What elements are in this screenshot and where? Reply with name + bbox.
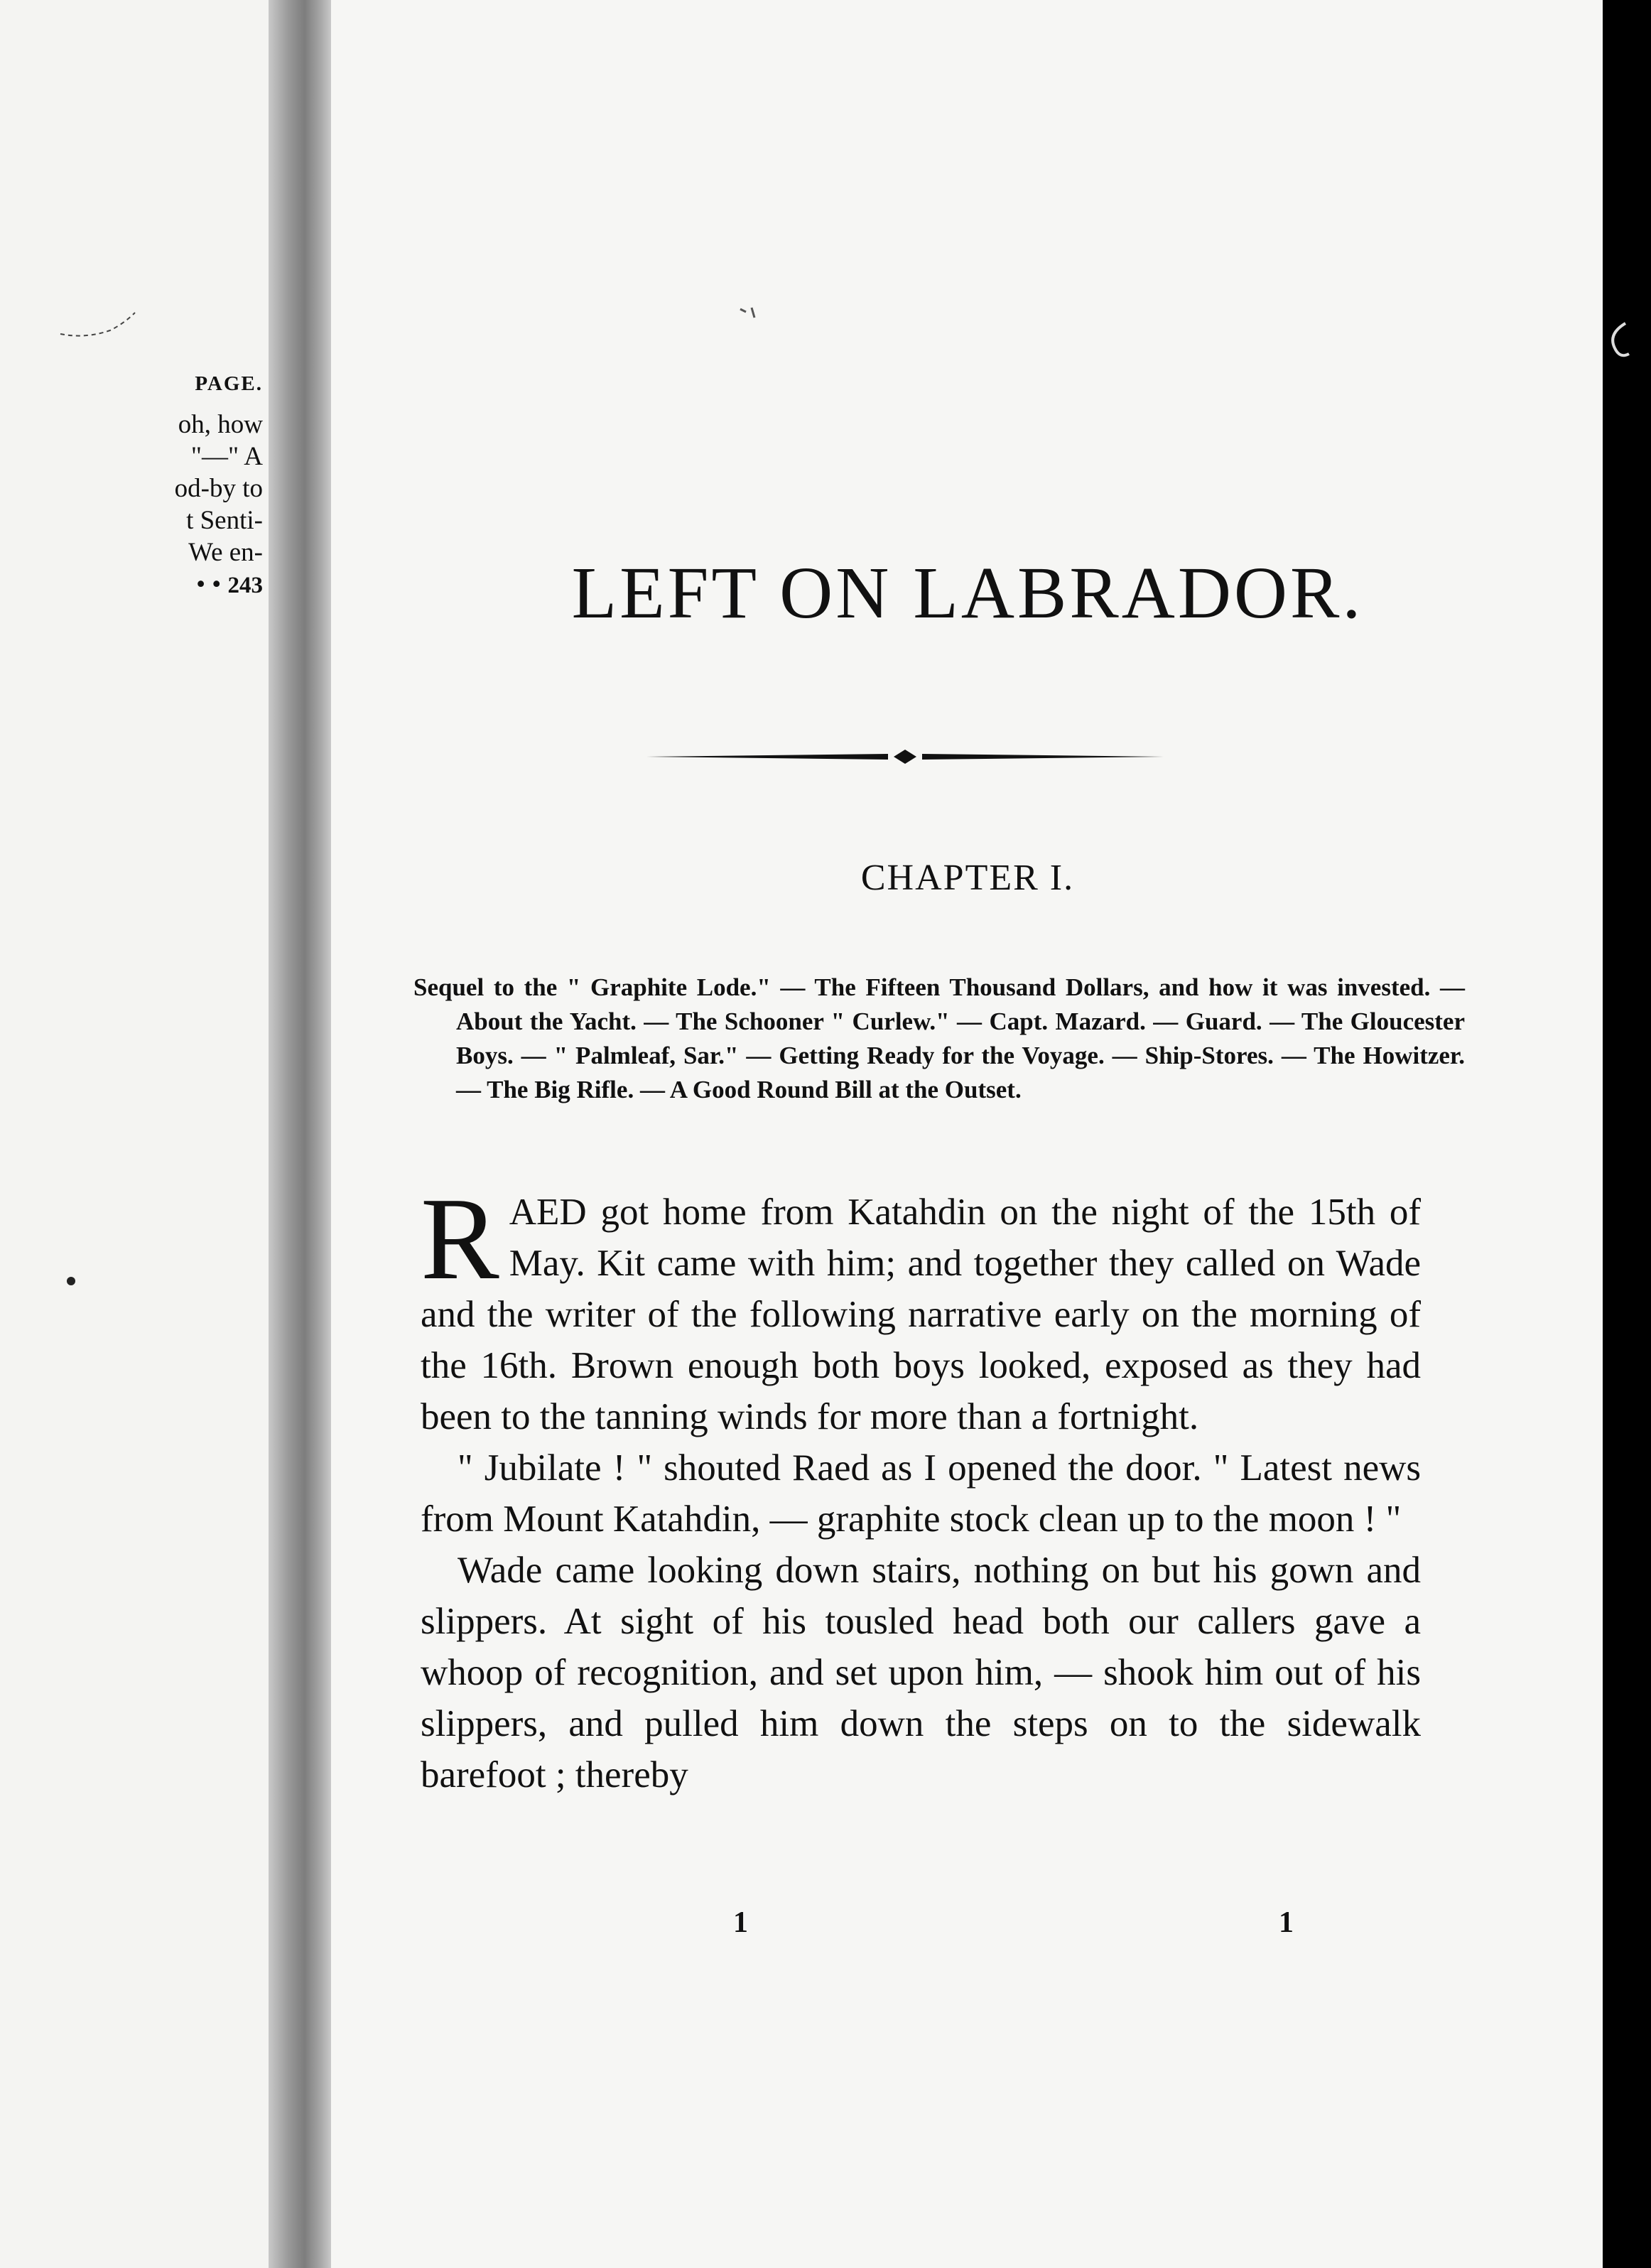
contents-line: "—" A [190,442,263,471]
paragraph-text: AED got home from Katahdin on the night of the 15th of May. Kit came with him; and together they called on Wade and the writer of the following narrative early on the morning of the 16th. Brown enough both boys looked, exposed as they had been to the tanning winds for more than a fortnight. [421,1192,1421,1437]
chapter-heading: CHAPTER I. [860,858,1075,898]
drop-cap: R [421,1173,499,1304]
paragraph: Wade came looking down stairs, nothing on but his gown and slippers. At sight of his tousled head both our callers gave a whoop of recognition, and set upon him, — shook him out of his slippers, and pulled him down the steps on to the sidewalk barefoot ; thereby [421,1550,1421,1796]
book-gutter [269,0,334,2268]
chapter-synopsis: Sequel to the " Graphite Lode." — The Fifteen Thousand Dollars, and how it was invested. — About the Yacht. — The Schooner " Curlew." — Capt. Mazard. — Guard. — The Gloucester Boys. — " Palmleaf, Sar." — Getting Ready for the Voyage. — Ship-Stores. — The Howitzer. — The Big Rifle. — A Good Round Bill at the Outset. [413,973,1465,1103]
facing-page [0,0,274,2268]
book-page [331,0,1604,2268]
ink-dot [65,1275,77,1287]
ink-mark [1604,320,1633,362]
ornamental-rule [646,746,1164,767]
paragraph [421,1173,1421,1442]
contents-line: We en- [188,538,263,567]
contents-line: od-by to [174,474,263,503]
contents-page-header: PAGE. [195,372,263,395]
page-number: 1 [1279,1906,1294,1939]
contents-line: t Senti- [186,506,263,535]
leader-dots: • • [196,570,222,599]
paragraph: " Jubilate ! " shouted Raed as I opened the door. " Latest news from Mount Katahdin, — graphite stock clean up to the moon ! " [421,1447,1421,1540]
contents-page-entry [0,568,263,602]
contents-fragment [0,368,263,602]
ink-speck [737,302,766,323]
contents-line: oh, how [178,410,263,439]
ink-speck [57,302,142,345]
signature-mark: 1 [733,1906,748,1939]
book-title: LEFT ON LABRADOR. [571,552,1364,634]
scan-edge [1603,0,1651,2268]
contents-page-number: 243 [227,573,263,598]
chapter-body [421,1173,1421,1800]
